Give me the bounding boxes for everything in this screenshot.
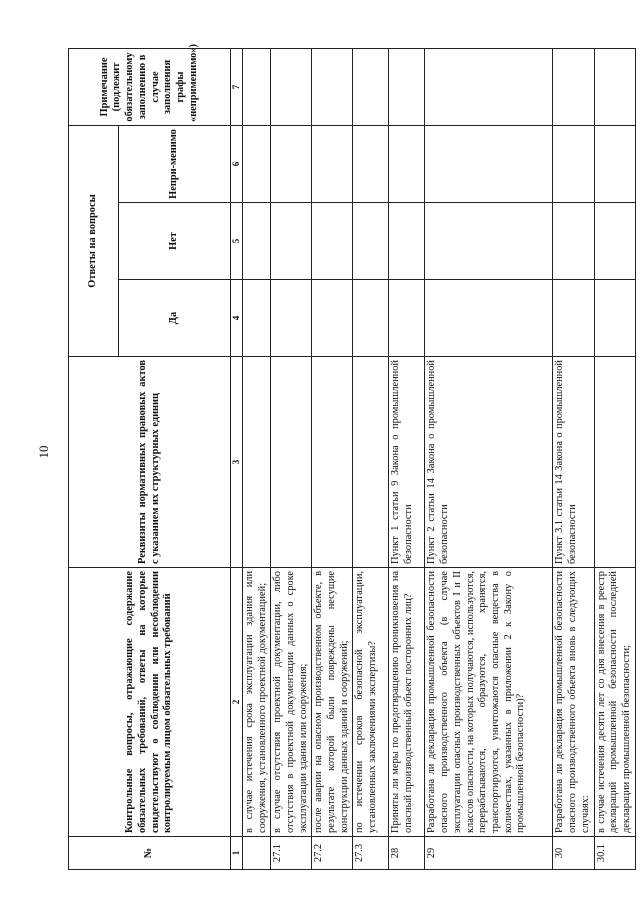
column-number: 4 bbox=[231, 280, 243, 357]
header-yes: Да bbox=[119, 280, 231, 357]
answer-yes-cell[interactable] bbox=[353, 280, 389, 357]
table-row bbox=[553, 49, 594, 870]
header-no: № bbox=[69, 837, 231, 870]
row-reference: Пункт 1 статьи 9 Закона о промышленной безопасности bbox=[389, 357, 425, 568]
row-reference bbox=[594, 357, 635, 568]
answer-no-cell[interactable] bbox=[242, 203, 270, 280]
answer-na-cell[interactable] bbox=[553, 126, 594, 203]
header-reference: Реквизиты нормативных правовых актов с указанием их структурных единиц bbox=[69, 357, 231, 568]
row-number: 28 bbox=[389, 837, 425, 870]
row-number: 30.1 bbox=[594, 837, 635, 870]
answer-yes-cell[interactable] bbox=[553, 280, 594, 357]
rotated-table-wrapper bbox=[68, 43, 632, 870]
table-row bbox=[353, 49, 389, 870]
page-number: 10 bbox=[36, 445, 51, 459]
row-reference bbox=[353, 357, 389, 568]
answer-na-cell[interactable] bbox=[242, 126, 270, 203]
header-no-answer: Нет bbox=[119, 203, 231, 280]
table-row bbox=[312, 49, 353, 870]
column-number: 1 bbox=[231, 837, 243, 870]
row-reference: Пункт 3.1 статьи 14 Закона о промышленной безопасности bbox=[553, 357, 594, 568]
row-question: Разработана ли декларация промышленной безопасности опасного производственного объекта вновь в следующих случаях: bbox=[553, 568, 594, 837]
answer-no-cell[interactable] bbox=[312, 203, 353, 280]
row-number: 30 bbox=[553, 837, 594, 870]
answer-na-cell[interactable] bbox=[425, 126, 553, 203]
column-number: 5 bbox=[231, 203, 243, 280]
column-number: 6 bbox=[231, 126, 243, 203]
table-row bbox=[242, 49, 270, 870]
answer-no-cell[interactable] bbox=[353, 203, 389, 280]
answer-yes-cell[interactable] bbox=[389, 280, 425, 357]
answer-na-cell[interactable] bbox=[389, 126, 425, 203]
table-row bbox=[594, 49, 635, 870]
note-cell[interactable] bbox=[553, 49, 594, 126]
answer-no-cell[interactable] bbox=[271, 203, 312, 280]
answer-no-cell[interactable] bbox=[425, 203, 553, 280]
answer-na-cell[interactable] bbox=[594, 126, 635, 203]
answer-yes-cell[interactable] bbox=[271, 280, 312, 357]
row-number: 29 bbox=[425, 837, 553, 870]
row-question: после аварии на опасном производственном объекте, в результате которой были повреждены несущие конструкции данных зданий и сооружений; bbox=[312, 568, 353, 837]
column-number: 2 bbox=[231, 568, 243, 837]
header-question: Контрольные вопросы, отражающие содержание обязательных требований, ответы на которые свидетельствуют о соблюдении или несоблюдении контролируемым лицом обязательных требований bbox=[69, 568, 231, 837]
row-number: 27.3 bbox=[353, 837, 389, 870]
header-answers: Ответы на вопросы bbox=[69, 126, 119, 357]
header-note: Примечание (подлежит обязательному заполнению в случае заполнения графы «неприменимо») bbox=[69, 49, 231, 126]
answer-no-cell[interactable] bbox=[389, 203, 425, 280]
row-reference bbox=[242, 357, 270, 568]
answer-yes-cell[interactable] bbox=[425, 280, 553, 357]
answer-no-cell[interactable] bbox=[594, 203, 635, 280]
answer-na-cell[interactable] bbox=[312, 126, 353, 203]
row-question: Приняты ли меры по предотвращению проникновения на опасный производственный объект посторонних лиц? bbox=[389, 568, 425, 837]
row-question: по истечении сроков безопасной эксплуатации, установленных заключениями экспертизы? bbox=[353, 568, 389, 837]
answer-yes-cell[interactable] bbox=[312, 280, 353, 357]
note-cell[interactable] bbox=[242, 49, 270, 126]
column-number: 7 bbox=[231, 49, 243, 126]
note-cell[interactable] bbox=[389, 49, 425, 126]
answer-yes-cell[interactable] bbox=[594, 280, 635, 357]
header-not-applicable: Непри-менимо bbox=[119, 126, 231, 203]
answer-na-cell[interactable] bbox=[271, 126, 312, 203]
row-question: в случае истечения срока эксплуатации здания или сооружения, установленного проектной документацией; bbox=[242, 568, 270, 837]
note-cell[interactable] bbox=[312, 49, 353, 126]
note-cell[interactable] bbox=[271, 49, 312, 126]
row-number: 27.2 bbox=[312, 837, 353, 870]
row-question: в случае отсутствия проектной документации, либо отсутствия в проектной документации данных о сроке эксплуатации здания или сооружения; bbox=[271, 568, 312, 837]
answer-na-cell[interactable] bbox=[353, 126, 389, 203]
row-reference: Пункт 2 статьи 14 Закона о промышленной безопасности bbox=[425, 357, 553, 568]
table-row bbox=[425, 49, 553, 870]
answer-no-cell[interactable] bbox=[553, 203, 594, 280]
note-cell[interactable] bbox=[594, 49, 635, 126]
row-question: Разработана ли декларация промышленной безопасности опасного производственного объекта (в случае эксплуатации опасных производственных объектов I и II классов опасности, на которых получаются, используются, перерабатываются, образуются, хранятся, транспортируются, уничтожаются опасные вещества в количествах, указанных в приложении 2 к Закону о промышленной безопасности)? bbox=[425, 568, 553, 837]
note-cell[interactable] bbox=[353, 49, 389, 126]
row-question: в случае истечения десяти лет со дня внесения в реестр деклараций промышленной безопасности последней декларации промышленной безопасности; bbox=[594, 568, 635, 837]
answer-yes-cell[interactable] bbox=[242, 280, 270, 357]
control-questions-table bbox=[68, 43, 636, 870]
note-cell[interactable] bbox=[425, 49, 553, 126]
row-reference bbox=[271, 357, 312, 568]
table-row bbox=[389, 49, 425, 870]
column-number: 3 bbox=[231, 357, 243, 568]
row-number: 27.1 bbox=[271, 837, 312, 870]
row-number bbox=[242, 837, 270, 870]
row-reference bbox=[312, 357, 353, 568]
table-row bbox=[271, 49, 312, 870]
